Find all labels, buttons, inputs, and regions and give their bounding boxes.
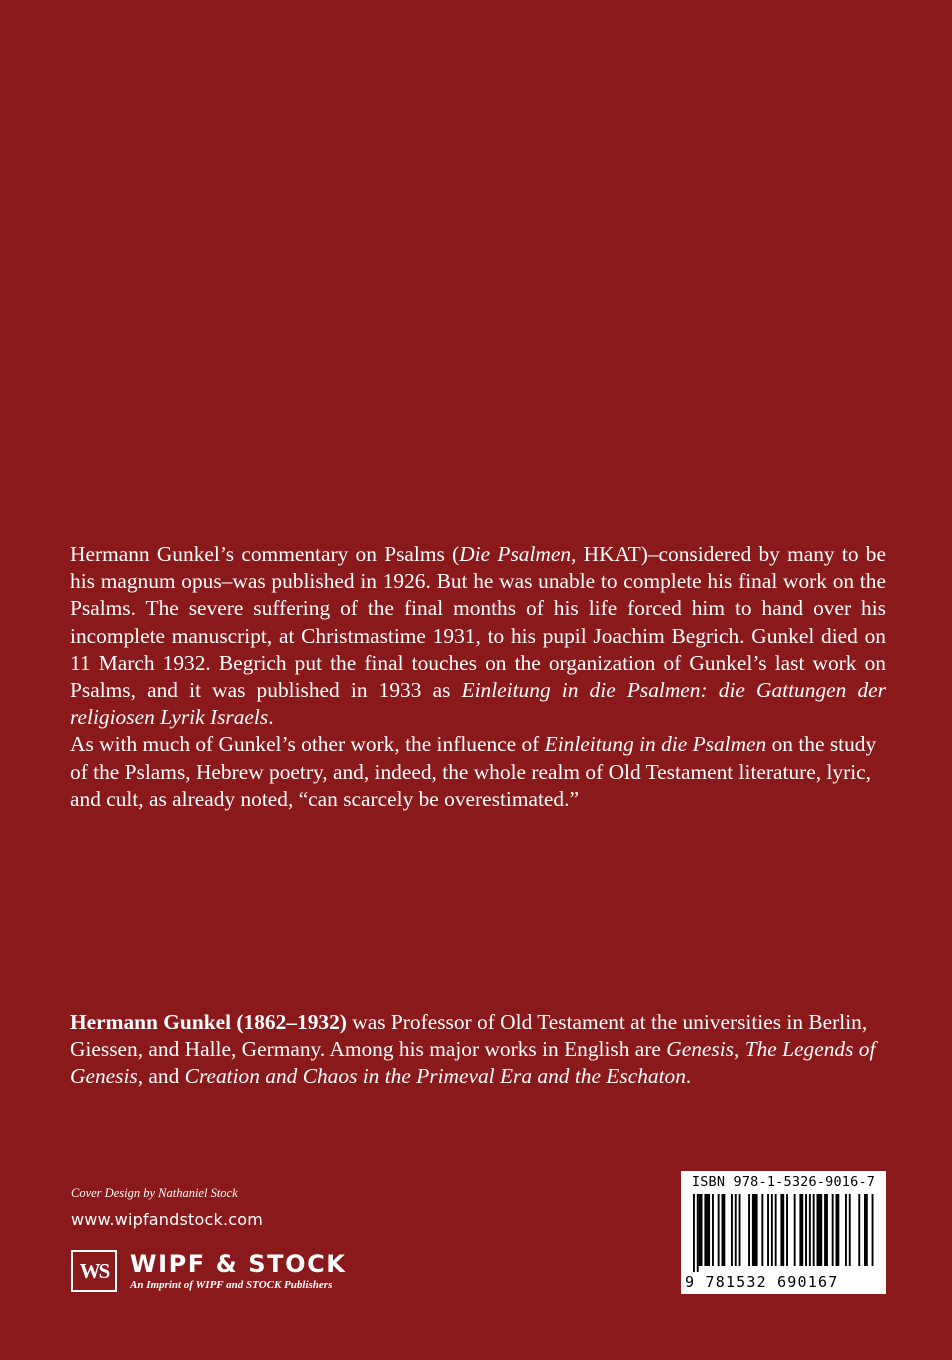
isbn-label: ISBN 978-1-5326-9016-7 — [691, 1174, 876, 1190]
barcode-bar — [775, 1194, 777, 1266]
blurb-paragraph-2: As with much of Gunkel’s other work, the influence of Einleitung in die Psalmen on the study of the Pslams, Hebrew poetry, and, indeed, the whole realm of Old Testament literature, lyric, and cult, as already noted, “can scarcely be overestimated.” — [70, 732, 877, 811]
barcode-bar — [799, 1194, 803, 1266]
barcode-bar — [731, 1194, 733, 1266]
barcode-bar — [735, 1194, 737, 1266]
barcode-bar — [752, 1194, 758, 1266]
barcode-bar — [864, 1194, 868, 1266]
barcode-bar — [697, 1194, 699, 1272]
barcode-bar — [718, 1194, 720, 1266]
author-bio: Hermann Gunkel (1862–1932) was Professor of Old Testament at the universities in Berlin, Giessen, and Halle, Germany. Among his major works in English are Genesis, The Legends of Genesis, and Creation and Chaos in the Primeval Era and the Eschaton. — [70, 1010, 876, 1089]
barcode-bar — [780, 1194, 784, 1266]
barcode-bar — [748, 1194, 750, 1266]
back-cover-blurb — [70, 541, 886, 813]
barcode-bar — [704, 1194, 710, 1266]
barcode-bars — [693, 1194, 874, 1272]
barcode-bar — [832, 1194, 834, 1266]
barcode-bar — [872, 1194, 874, 1266]
barcode-bar — [767, 1194, 769, 1266]
barcode-bar — [824, 1194, 828, 1266]
barcode-bar — [809, 1194, 811, 1266]
barcode-bar — [858, 1194, 860, 1266]
barcode-bar — [813, 1194, 815, 1266]
cover-design-credit: Cover Design by Nathaniel Stock — [71, 1186, 238, 1200]
barcode-bar — [739, 1194, 741, 1266]
barcode-bar — [699, 1194, 703, 1266]
barcode-bar — [805, 1194, 807, 1266]
barcode-bar — [712, 1194, 714, 1266]
title-einleitung-full: Einleitung in die Psalmen: die Gattungen der religiosen Lyrik Israels — [70, 678, 886, 730]
publisher-logo — [71, 1250, 371, 1294]
barcode-bar — [849, 1194, 851, 1266]
barcode-bar — [771, 1194, 773, 1266]
blurb-paragraph-1: Hermann Gunkel’s commentary on Psalms (Die Psalmen, HKAT)–considered by many to be his magnum opus–was published in 1926. But he was unable to complete his final work on the Psalms. The severe suffering of the final months of his life forced him to hand over his incomplete manuscript, at Christmastime 1931, to his pupil Joachim Begrich. Gunkel died on 11 March 1932. Begrich put the final touches on the organization of Gunkel’s last work on Psalms, and it was published in 1933 as Einleitung in die Psalmen: die Gattungen der religiosen Lyrik Israels. — [70, 542, 886, 730]
barcode-digits: 9 781532 690167 — [685, 1273, 839, 1291]
barcode-bar — [786, 1194, 788, 1266]
ws-logo-icon: WS — [71, 1250, 117, 1292]
barcode-bar — [722, 1194, 726, 1266]
barcode-bar — [836, 1194, 840, 1266]
barcode-bar — [817, 1194, 823, 1266]
publisher-imprint: An Imprint of WIPF and STOCK Publishers — [130, 1279, 333, 1291]
barcode-bar — [845, 1194, 847, 1266]
author-name: Hermann Gunkel (1862–1932) — [70, 1010, 347, 1034]
title-die-psalmen: Die Psalmen — [459, 542, 572, 566]
title-einleitung: Einleitung in die Psalmen — [544, 732, 767, 757]
barcode-bar — [794, 1194, 796, 1266]
barcode-bar — [693, 1194, 695, 1272]
barcode-bar — [761, 1194, 763, 1266]
publisher-url: www.wipfandstock.com — [71, 1210, 264, 1229]
publisher-name: WIPF & STOCK — [130, 1250, 347, 1278]
isbn-barcode — [681, 1171, 886, 1294]
